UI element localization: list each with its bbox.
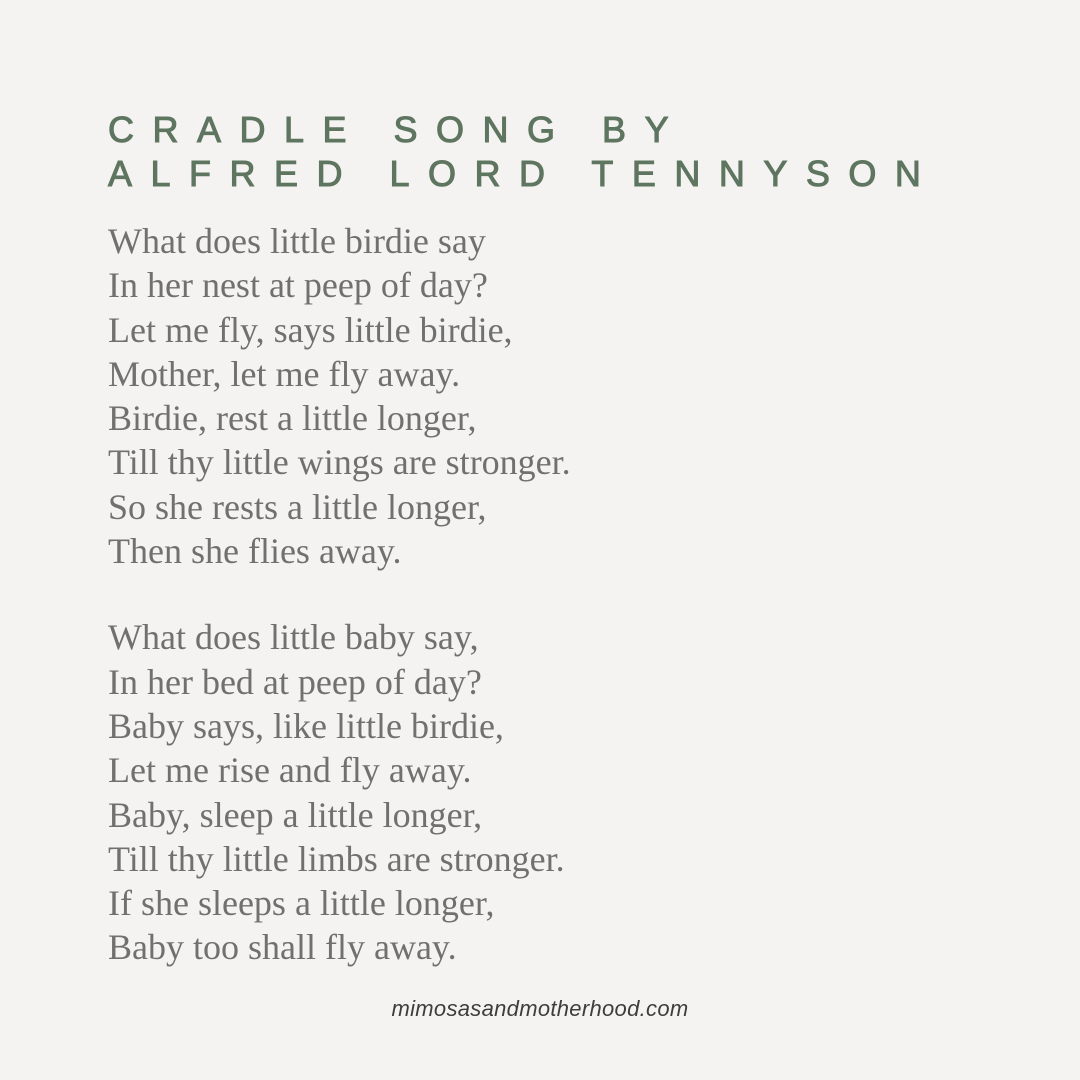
poem-title-line-2: ALFRED LORD TENNYSON xyxy=(108,153,940,194)
stanza-2 xyxy=(108,615,571,969)
poem-line: In her bed at peep of day? xyxy=(108,661,482,702)
poem-line: If she sleeps a little longer, xyxy=(108,883,495,924)
poem-title-line-1: CRADLE SONG BY xyxy=(108,109,688,150)
poem-line: Baby too shall fly away. xyxy=(108,927,457,968)
poem-line: Baby says, like little birdie, xyxy=(108,705,504,746)
poem-line: What does little baby say, xyxy=(108,617,479,658)
poem-line: Then she flies away. xyxy=(108,531,402,572)
stanza-1 xyxy=(108,219,571,573)
poem-line: What does little birdie say xyxy=(108,221,486,261)
poem-line: Let me rise and fly away. xyxy=(108,750,472,791)
poem-line: Baby, sleep a little longer, xyxy=(108,794,483,835)
poem-body xyxy=(108,219,571,970)
poem-line: Let me fly, says little birdie, xyxy=(108,309,513,350)
poem-line: So she rests a little longer, xyxy=(108,486,487,527)
poem-line: Till thy little wings are stronger. xyxy=(108,442,571,483)
poem-line: Birdie, rest a little longer, xyxy=(108,398,477,439)
poem-line: Till thy little limbs are stronger. xyxy=(108,838,565,879)
poem-title xyxy=(108,108,939,196)
poem-line: Mother, let me fly away. xyxy=(108,353,461,394)
website-credit: mimosasandmotherhood.com xyxy=(391,996,689,1021)
poem-line: In her nest at peep of day? xyxy=(108,265,488,306)
